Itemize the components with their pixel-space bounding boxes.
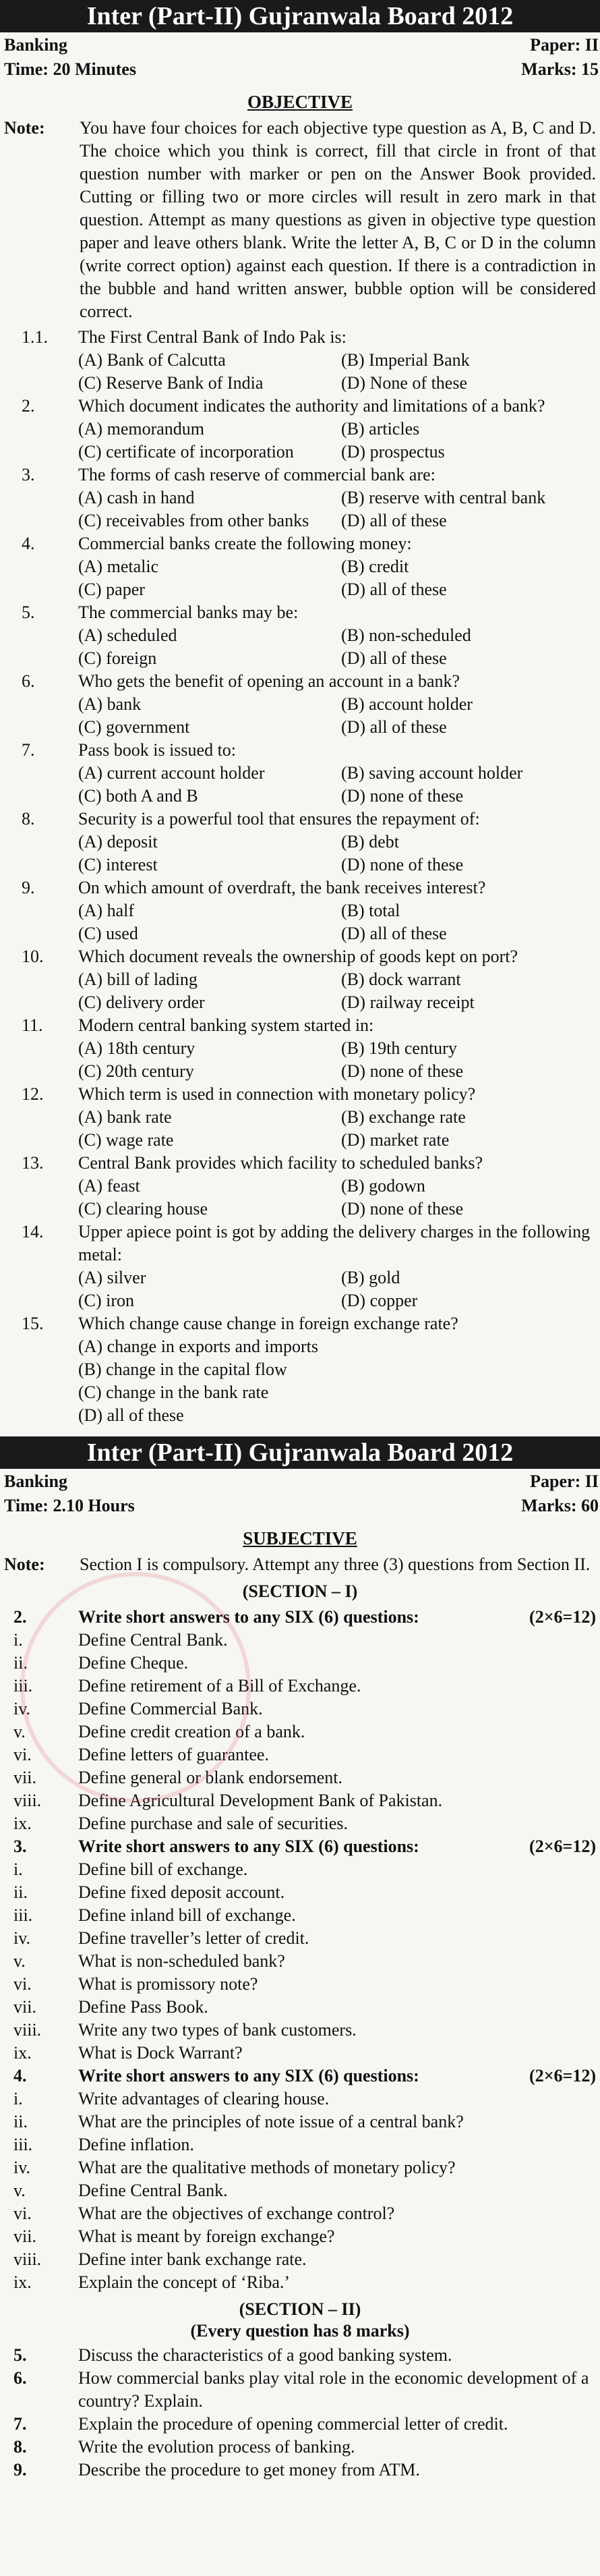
subjective-time: Time: 2.10 Hours — [4, 1496, 135, 1515]
note-label: Note: — [4, 118, 45, 138]
subjective-title: Inter (Part-II) Gujranwala Board 2012 — [86, 1438, 514, 1467]
item-text: Define Central Bank. — [78, 1630, 228, 1650]
item-text: Define Cheque. — [78, 1653, 189, 1673]
question-options — [0, 1175, 600, 1221]
short-question-number: 3. — [13, 1837, 27, 1856]
question-line — [0, 464, 600, 486]
subjective-note — [0, 1553, 600, 1576]
item-number: ix. — [13, 1814, 32, 1833]
mcq-question — [0, 326, 600, 395]
question-line — [0, 1221, 600, 1266]
short-question-heading — [0, 1835, 600, 1858]
short-question-item — [0, 2225, 600, 2248]
question-number: 3. — [22, 465, 35, 484]
long-question-number: 9. — [13, 2460, 27, 2480]
option-c: (C) government — [78, 717, 190, 737]
item-number: iv. — [13, 1928, 31, 1948]
question-number: 6. — [22, 671, 35, 691]
mcq-question — [0, 601, 600, 670]
subjective-paper: Paper: II — [530, 1472, 599, 1491]
mcq-question — [0, 1014, 600, 1083]
option-c: (C) iron — [78, 1291, 135, 1310]
subjective-note-label: Note: — [4, 1555, 45, 1574]
long-question — [0, 2413, 600, 2436]
question-number: 1.1. — [22, 327, 48, 347]
section-one-title: (SECTION – I) — [242, 1581, 358, 1601]
question-line — [0, 326, 600, 349]
item-text: Define bill of exchange. — [78, 1859, 248, 1879]
question-number: 11. — [22, 1015, 43, 1035]
option-a: (A) 18th century — [78, 1038, 196, 1058]
question-line — [0, 808, 600, 831]
question-line — [0, 670, 600, 693]
question-text: Commercial banks create the following money: — [78, 534, 412, 553]
short-question-item — [0, 1812, 600, 1835]
short-question-item — [0, 1858, 600, 1881]
option-b: (B) dock warrant — [341, 970, 461, 989]
objective-heading: OBJECTIVE — [247, 92, 353, 112]
mcq-question — [0, 1083, 600, 1152]
item-text: Define inflation. — [78, 2135, 194, 2154]
question-number: 13. — [22, 1153, 44, 1173]
mcq-question — [0, 1221, 600, 1312]
item-text: What are the principles of note issue of a central bank? — [78, 2112, 464, 2131]
item-number: v. — [13, 2181, 26, 2200]
item-number: v. — [13, 1951, 26, 1971]
question-options — [0, 1037, 600, 1083]
question-options — [0, 1335, 600, 1427]
objective-marks: Marks: 15 — [521, 59, 599, 79]
objective-note — [0, 117, 600, 323]
item-text: Define inter bank exchange rate. — [78, 2249, 307, 2269]
short-question-item — [0, 2019, 600, 2042]
question-text: Security is a powerful tool that ensures the repayment of: — [78, 809, 480, 829]
question-options — [0, 418, 600, 464]
question-number: 12. — [22, 1084, 44, 1104]
item-number: iii. — [13, 1905, 33, 1925]
option-c: (C) wage rate — [78, 1130, 174, 1150]
question-line — [0, 1014, 600, 1037]
question-text: Upper apiece point is got by adding the delivery charges in the following metal: — [78, 1222, 591, 1264]
question-number: 15. — [22, 1314, 44, 1333]
mcq-question — [0, 808, 600, 876]
subjective-note-text: Section I is compulsory. Attempt any three (3) questions from Section II. — [80, 1555, 591, 1574]
long-questions — [0, 2344, 600, 2482]
option-b: (B) non-scheduled — [341, 625, 471, 645]
short-question-item — [0, 1881, 600, 1904]
option-c: (C) both A and B — [78, 786, 198, 806]
mcq-question — [0, 395, 600, 464]
long-question-text: How commercial banks play vital role in the economic development of a country? Explain. — [78, 2368, 589, 2411]
option-a: (A) cash in hand — [78, 488, 195, 507]
option-d: (D) all of these — [341, 511, 447, 530]
option-d: (D) none of these — [341, 786, 464, 806]
long-question-text: Describe the procedure to get money from ATM. — [78, 2460, 420, 2480]
item-number: ii. — [13, 1653, 28, 1673]
item-number: iv. — [13, 1699, 31, 1718]
option-c: (C) paper — [78, 580, 145, 599]
short-question-item — [0, 2133, 600, 2156]
question-options — [0, 1266, 600, 1312]
objective-title: Inter (Part-II) Gujranwala Board 2012 — [86, 2, 514, 30]
short-question-item — [0, 1766, 600, 1789]
question-line — [0, 1083, 600, 1106]
question-number: 8. — [22, 809, 35, 829]
option-a: (A) change in exports and imports — [78, 1337, 318, 1356]
objective-title-bar — [0, 0, 600, 32]
long-question — [0, 2459, 600, 2482]
item-text: Define Agricultural Development Bank of Pakistan. — [78, 1791, 443, 1810]
subjective-heading: SUBJECTIVE — [243, 1528, 357, 1548]
subjective-marks: Marks: 60 — [521, 1496, 599, 1515]
option-d: (D) none of these — [341, 1061, 464, 1081]
question-text: Which document reveals the ownership of goods kept on port? — [78, 947, 518, 966]
option-b: (B) Imperial Bank — [341, 350, 470, 370]
mcq-question — [0, 464, 600, 532]
question-number: 9. — [22, 878, 35, 897]
item-number: iii. — [13, 1676, 33, 1696]
option-a: (A) silver — [78, 1268, 146, 1287]
option-d: (D) railway receipt — [341, 992, 475, 1012]
section-two-note: (Every question has 8 marks) — [190, 2321, 410, 2341]
option-b: (B) gold — [341, 1268, 400, 1287]
long-question-number: 7. — [13, 2414, 27, 2434]
short-question-item — [0, 1743, 600, 1766]
option-d: (D) none of these — [341, 855, 464, 874]
item-number: ii. — [13, 2112, 28, 2131]
question-line — [0, 876, 600, 899]
item-number: i. — [13, 1630, 23, 1650]
question-text: Which term is used in connection with monetary policy? — [78, 1084, 476, 1104]
item-text: What is non-scheduled bank? — [78, 1951, 285, 1971]
short-question-marks: (2×6=12) — [529, 1837, 596, 1856]
question-text: The commercial banks may be: — [78, 603, 299, 622]
item-text: What is promissory note? — [78, 1974, 258, 1994]
question-options — [0, 555, 600, 601]
question-text: Pass book is issued to: — [78, 740, 237, 760]
question-number: 5. — [22, 603, 35, 622]
item-number: vii. — [13, 1997, 36, 2017]
short-question-item — [0, 1904, 600, 1927]
item-text: Define Pass Book. — [78, 1997, 208, 2017]
short-question-item — [0, 1629, 600, 1652]
option-a: (A) bank — [78, 694, 142, 714]
option-b: (B) articles — [341, 419, 420, 439]
item-number: ix. — [13, 2043, 32, 2063]
short-question-item — [0, 2202, 600, 2225]
item-number: iii. — [13, 2135, 33, 2154]
question-options — [0, 899, 600, 945]
long-question-text: Discuss the characteristics of a good banking system. — [78, 2345, 452, 2365]
question-options — [0, 762, 600, 808]
long-question — [0, 2344, 600, 2367]
item-number: i. — [13, 1859, 23, 1879]
objective-paper: Paper: II — [530, 35, 599, 55]
note-text: You have four choices for each objective type question as A, B, C and D. The choice which you think is correct, fill that circle in front of that question number with marker or pen on the Answer Book provided. Cutting or filling two or more circles will result in zero mark in that question. Attempt as many questions as given in objective type question paper and leave others blank. Write the letter A, B, C or D in the column (write correct option) against each question. If there is a contradiction in the bubble and hand written answer, bubble option will be considered correct. — [80, 118, 596, 321]
item-number: ii. — [13, 1882, 28, 1902]
long-question-number: 8. — [13, 2437, 27, 2457]
short-question-number: 2. — [13, 1607, 27, 1627]
question-text: On which amount of overdraft, the bank receives interest? — [78, 878, 486, 897]
question-text: The forms of cash reserve of commercial bank are: — [78, 465, 436, 484]
question-text: Who gets the benefit of opening an account in a bank? — [78, 671, 460, 691]
item-text: Define Commercial Bank. — [78, 1699, 263, 1718]
short-question-item — [0, 1996, 600, 2019]
question-options — [0, 693, 600, 739]
option-d: (D) all of these — [341, 648, 447, 668]
short-question-item — [0, 2042, 600, 2065]
objective-time: Time: 20 Minutes — [4, 59, 136, 79]
option-a: (A) Bank of Calcutta — [78, 350, 226, 370]
option-d: (D) all of these — [341, 717, 447, 737]
item-text: Define fixed deposit account. — [78, 1882, 285, 1902]
option-b: (B) credit — [341, 557, 409, 576]
short-question-item — [0, 1698, 600, 1720]
item-text: Define inland bill of exchange. — [78, 1905, 296, 1925]
short-question-number: 4. — [13, 2066, 27, 2085]
item-text: What are the objectives of exchange control? — [78, 2204, 395, 2223]
short-question-item — [0, 1973, 600, 1996]
question-line — [0, 395, 600, 418]
option-a: (A) feast — [78, 1176, 140, 1196]
item-number: i. — [13, 2089, 23, 2108]
item-number: v. — [13, 1722, 26, 1741]
item-text: Define Central Bank. — [78, 2181, 228, 2200]
short-question-item — [0, 1789, 600, 1812]
option-b: (B) debt — [341, 832, 399, 851]
question-line — [0, 945, 600, 968]
short-question-text: Write short answers to any SIX (6) questions: — [78, 2066, 419, 2085]
item-text: What is meant by foreign exchange? — [78, 2227, 335, 2246]
item-number: vi. — [13, 1974, 32, 1994]
item-text: What are the qualitative methods of monetary policy? — [78, 2158, 456, 2177]
item-number: viii. — [13, 2020, 42, 2040]
question-text: Central Bank provides which facility to scheduled banks? — [78, 1153, 483, 1173]
question-text: Which change cause change in foreign exchange rate? — [78, 1314, 458, 1333]
option-a: (A) bank rate — [78, 1107, 172, 1127]
item-text: Define credit creation of a bank. — [78, 1722, 305, 1741]
short-questions — [0, 1606, 600, 2294]
option-d: (D) prospectus — [341, 442, 445, 461]
short-question-block — [0, 1606, 600, 1835]
option-d: (D) None of these — [341, 373, 467, 393]
option-c: (C) used — [78, 924, 138, 943]
option-b: (B) 19th century — [341, 1038, 457, 1058]
option-a: (A) current account holder — [78, 763, 265, 783]
item-text: Define retirement of a Bill of Exchange. — [78, 1676, 361, 1696]
item-text: Define general or blank endorsement. — [78, 1768, 343, 1787]
item-text: Write any two types of bank customers. — [78, 2020, 357, 2040]
long-question-text: Explain the procedure of opening commercial letter of credit. — [78, 2414, 508, 2434]
mcq-question — [0, 1152, 600, 1221]
subjective-title-bar — [0, 1436, 600, 1469]
mcq-question — [0, 670, 600, 739]
option-a: (A) bill of lading — [78, 970, 198, 989]
option-b: (B) change in the capital flow — [78, 1360, 287, 1379]
item-number: iv. — [13, 2158, 31, 2177]
mcq-question — [0, 876, 600, 945]
question-number: 4. — [22, 534, 35, 553]
item-text: Define traveller’s letter of credit. — [78, 1928, 309, 1948]
long-question — [0, 2436, 600, 2459]
short-question-marks: (2×6=12) — [529, 2066, 596, 2085]
item-text: Write advantages of clearing house. — [78, 2089, 330, 2108]
item-text: Define purchase and sale of securities. — [78, 1814, 348, 1833]
option-d: (D) market rate — [341, 1130, 450, 1150]
option-b: (B) total — [341, 901, 400, 920]
item-text: What is Dock Warrant? — [78, 2043, 243, 2063]
subjective-meta — [0, 1469, 600, 1528]
item-number: viii. — [13, 2249, 42, 2269]
question-number: 7. — [22, 740, 35, 760]
option-b: (B) saving account holder — [341, 763, 523, 783]
option-b: (B) account holder — [341, 694, 473, 714]
question-number: 10. — [22, 947, 44, 966]
option-c: (C) 20th century — [78, 1061, 194, 1081]
option-c: (C) foreign — [78, 648, 157, 668]
question-number: 2. — [22, 396, 35, 416]
short-question-heading — [0, 2065, 600, 2088]
option-a: (A) deposit — [78, 832, 158, 851]
short-question-item — [0, 1927, 600, 1950]
option-d: (D) all of these — [341, 580, 447, 599]
mcq-question — [0, 1312, 600, 1427]
option-c: (C) certificate of incorporation — [78, 442, 294, 461]
item-number: vii. — [13, 2227, 36, 2246]
option-d: (D) all of these — [341, 924, 447, 943]
option-b: (B) exchange rate — [341, 1107, 466, 1127]
short-question-block — [0, 1835, 600, 2065]
option-c: (C) receivables from other banks — [78, 511, 309, 530]
item-number: vi. — [13, 2204, 32, 2223]
short-question-item — [0, 2110, 600, 2133]
short-question-item — [0, 2088, 600, 2110]
option-a: (A) scheduled — [78, 625, 177, 645]
objective-meta — [0, 32, 600, 92]
option-b: (B) reserve with central bank — [341, 488, 546, 507]
long-question-number: 5. — [13, 2345, 27, 2365]
question-line — [0, 1312, 600, 1335]
objective-subject: Banking — [4, 35, 67, 55]
short-question-block — [0, 2065, 600, 2294]
short-question-marks: (2×6=12) — [529, 1607, 596, 1627]
option-a: (A) memorandum — [78, 419, 205, 439]
question-options — [0, 349, 600, 395]
question-line — [0, 532, 600, 555]
short-question-item — [0, 1675, 600, 1698]
short-question-item — [0, 2271, 600, 2294]
item-text: Explain the concept of ‘Riba.’ — [78, 2272, 291, 2292]
long-question-number: 6. — [13, 2368, 27, 2388]
item-number: vii. — [13, 1768, 36, 1787]
short-question-item — [0, 2248, 600, 2271]
item-number: vi. — [13, 1745, 32, 1764]
section-two-title: (SECTION – II) — [239, 2299, 361, 2319]
short-question-item — [0, 2179, 600, 2202]
mcq-question — [0, 945, 600, 1014]
option-a: (A) metalic — [78, 557, 159, 576]
item-number: ix. — [13, 2272, 32, 2292]
short-question-item — [0, 1720, 600, 1743]
item-number: viii. — [13, 1791, 42, 1810]
option-d: (D) none of these — [341, 1199, 464, 1219]
question-options — [0, 624, 600, 670]
question-line — [0, 1152, 600, 1175]
question-line — [0, 739, 600, 762]
mcq-list — [0, 326, 600, 1427]
question-text: Modern central banking system started in: — [78, 1015, 374, 1035]
option-c: (C) change in the bank rate — [78, 1382, 269, 1402]
option-b: (B) godown — [341, 1176, 425, 1196]
question-options — [0, 968, 600, 1014]
question-options — [0, 486, 600, 532]
long-question — [0, 2367, 600, 2413]
subjective-subject: Banking — [4, 1472, 67, 1491]
question-options — [0, 831, 600, 876]
question-line — [0, 601, 600, 624]
option-c: (C) interest — [78, 855, 158, 874]
short-question-text: Write short answers to any SIX (6) questions: — [78, 1607, 419, 1627]
long-question-text: Write the evolution process of banking. — [78, 2437, 355, 2457]
short-question-item — [0, 2156, 600, 2179]
option-c: (C) delivery order — [78, 992, 205, 1012]
option-d: (D) all of these — [78, 1405, 184, 1425]
question-options — [0, 1106, 600, 1152]
question-text: Which document indicates the authority and limitations of a bank? — [78, 396, 545, 416]
mcq-question — [0, 739, 600, 808]
item-text: Define letters of guarantee. — [78, 1745, 269, 1764]
short-question-item — [0, 1950, 600, 1973]
short-question-item — [0, 1652, 600, 1675]
mcq-question — [0, 532, 600, 601]
option-c: (C) clearing house — [78, 1199, 208, 1219]
question-number: 14. — [22, 1222, 44, 1241]
option-d: (D) copper — [341, 1291, 418, 1310]
short-question-heading — [0, 1606, 600, 1629]
option-a: (A) half — [78, 901, 135, 920]
short-question-text: Write short answers to any SIX (6) questions: — [78, 1837, 419, 1856]
question-text: The First Central Bank of Indo Pak is: — [78, 327, 347, 347]
option-c: (C) Reserve Bank of India — [78, 373, 264, 393]
